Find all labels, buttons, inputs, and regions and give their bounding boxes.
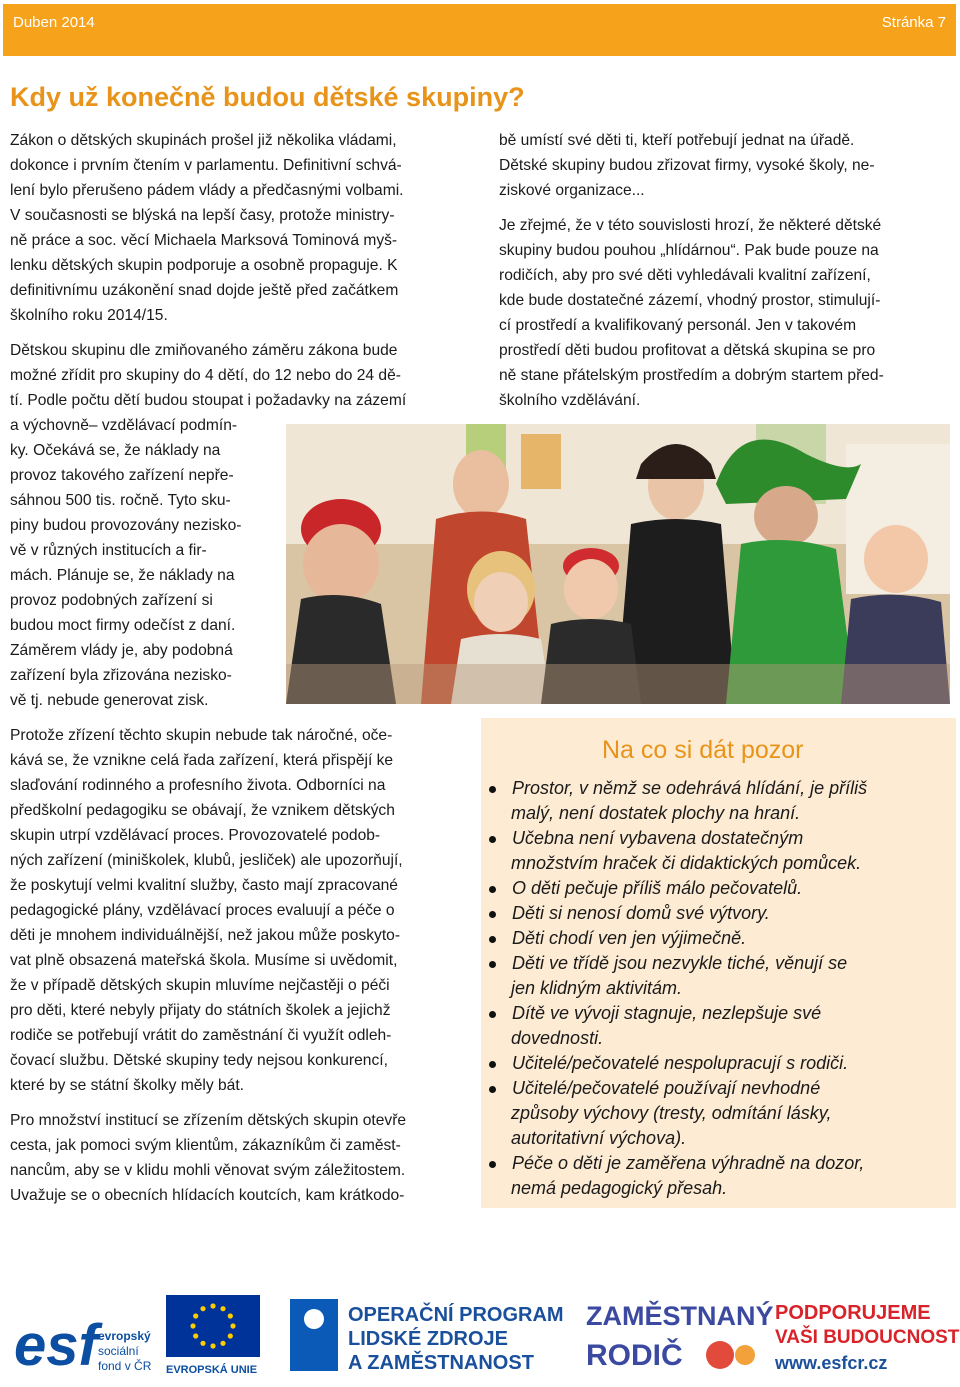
text-line: cí prostředí a kvalifikovaný personál. Jen v takovém — [499, 317, 857, 334]
bullet-icon — [489, 1161, 496, 1168]
tip-item — [481, 876, 956, 901]
text-line: slaďování rodinného a profesního života. Odborníci na — [10, 777, 386, 794]
eu-star-icon — [193, 1313, 198, 1318]
tip-item — [481, 1076, 956, 1151]
text-line: mách. Plánuje se, že náklady na — [10, 567, 235, 584]
tips-list — [481, 776, 956, 1201]
text-line: Protože zřízení těchto skupin nebude tak náročné, oče- — [10, 727, 393, 744]
tip-text: autoritativní výchova). — [511, 1128, 687, 1148]
text-line: V současnosti se blýská na lepší časy, protože ministry- — [10, 207, 395, 224]
text-line: ně stane přátelským prostředím a dobrým startem před- — [499, 367, 884, 384]
bullet-icon — [489, 936, 496, 943]
text-line: cesta, jak pomoci svým klientům, zákazníkům či zaměst- — [10, 1137, 401, 1154]
eu-star-icon — [200, 1341, 205, 1346]
text-line: bě umístí své děti ti, kteří potřebují jednat na úřadě. — [499, 132, 855, 149]
text-line: že v případě dětských skupin mluvíme nejčastěji o péči — [10, 977, 390, 994]
eu-star-icon — [230, 1323, 235, 1328]
text-line: vě v různých institucích a fir- — [10, 542, 207, 559]
tip-text: Učebna není vybavena dostatečným — [512, 828, 804, 848]
tip-item — [481, 1151, 956, 1201]
tip-text: dovednosti. — [511, 1028, 604, 1048]
text-line: rodiče se potřebují vrátit do zaměstnání či využít odleh- — [10, 1027, 392, 1044]
bullet-icon — [489, 836, 496, 843]
text-line: piny budou provozovány nezisko- — [10, 517, 242, 534]
paragraph-1 — [10, 128, 404, 328]
text-line: Je zřejmé, že v této souvislosti hrozí, že některé dětské — [499, 217, 882, 234]
text-line: ně práce a soc. věcí Michaela Marksová Tominová myš- — [10, 232, 398, 249]
text-line: kde bude dostatečné zázemí, vhodný prostor, stimulují- — [499, 292, 881, 309]
text-line: předškolní pedagogiku se obávají, že vznikem dětských — [10, 802, 395, 819]
esf-text-2: sociální — [98, 1344, 139, 1358]
zr-text-1: ZAMĚSTNANÝ — [586, 1301, 774, 1331]
text-line: ky. Očekává se, že náklady na — [10, 442, 221, 459]
paragraph-4 — [10, 1108, 406, 1208]
tip-text: Prostor, v němž se odehrává hlídání, je příliš — [512, 778, 868, 798]
pvb-text-1: PODPORUJEME — [775, 1302, 931, 1324]
photo-illustration — [286, 424, 950, 704]
tip-text: Děti chodí ven jen výjimečně. — [512, 928, 747, 948]
tip-text: Dítě ve vývoji stagnuje, nezlepšuje své — [512, 1003, 822, 1023]
tip-item — [481, 926, 956, 951]
tips-box — [481, 718, 956, 1208]
bullet-icon — [489, 1086, 496, 1093]
text-line: prostředí děti budou profitovat a dětská skupina se pro — [499, 342, 876, 359]
text-line: Dětskou skupinu dle zmiňovaného záměru zákona bude — [10, 342, 398, 359]
op-text-1: OPERAČNÍ PROGRAM — [348, 1304, 564, 1326]
tip-item — [481, 1051, 956, 1076]
esf-text-1: evropský — [98, 1329, 151, 1343]
tip-text: množstvím hraček či didaktických pomůcek. — [511, 853, 862, 873]
text-line: dokonce i prvním čtením v parlamentu. Definitivní schvá- — [10, 157, 402, 174]
bullet-icon — [489, 886, 496, 893]
svg-text:esf: esf — [14, 1313, 98, 1378]
tip-text: nemá pedagogický přesah. — [511, 1178, 728, 1198]
text-line: definitivnímu uzákonění snad dojde ještě před začátkem — [10, 282, 399, 299]
op-text-3: A ZAMĚSTNANOST — [348, 1352, 534, 1374]
eu-star-icon — [210, 1303, 215, 1308]
text-line: tí. Podle počtu dětí budou stoupat i požadavky na zázemí — [10, 392, 407, 409]
text-line: děti je mnohem individuálnější, než jakou může poskyto- — [10, 927, 401, 944]
bullet-icon — [489, 786, 496, 793]
tip-text: Děti ve třídě jsou nezvykle tiché, věnují se — [512, 953, 848, 973]
text-line: provoz takového zařízení nepře- — [10, 467, 234, 484]
bullet-icon — [489, 911, 496, 918]
eu-flag-logo — [166, 1295, 260, 1376]
text-line: skupiny budou pouhou „hlídárnou“. Pak bude pouze na — [499, 242, 879, 259]
op-lzz-logo — [290, 1299, 564, 1374]
zamestnany-rodic-logo — [586, 1300, 774, 1372]
text-line: školního roku 2014/15. — [10, 307, 168, 324]
tip-text: O děti pečuje příliš málo pečovatelů. — [512, 878, 803, 898]
text-line: pedagogické plány, vzdělávací proces evaluují a péče o — [10, 902, 395, 919]
eu-text: EVROPSKÁ UNIE — [166, 1364, 258, 1376]
bullet-icon — [489, 961, 496, 968]
text-line: budou moct firmy odečíst z daní. — [10, 617, 236, 634]
text-line: Dětské skupiny budou zřizovat firmy, vysoké školy, ne- — [499, 157, 875, 174]
text-line: skupin utrpí vzdělávací proces. Provozovatelé podob- — [10, 827, 381, 844]
tip-text: Děti si nenosí domů své výtvory. — [512, 903, 770, 923]
text-line: školního vzdělávání. — [499, 392, 641, 409]
eu-star-icon — [220, 1341, 225, 1346]
text-line: vat plně obsazená mateřská škola. Musíme si uvědomit, — [10, 952, 398, 969]
podporujeme-logo — [774, 1302, 960, 1373]
tips-title: Na co si dát pozor — [602, 736, 804, 764]
eu-star-icon — [193, 1333, 198, 1338]
tip-text: Učitelé/pečovatelé používají nevhodné — [512, 1078, 821, 1098]
eu-star-icon — [190, 1323, 195, 1328]
text-line: vě tj. nebude generovat zisk. — [10, 692, 209, 709]
tip-text: Učitelé/pečovatelé nespolupracují s rodiči. — [512, 1053, 849, 1073]
eu-star-icon — [200, 1306, 205, 1311]
text-line: pro děti, které nebyly přijaty do státních školek a jejichž — [10, 1002, 391, 1019]
pvb-text-3: www.esfcr.cz — [775, 1353, 888, 1373]
page-number: Stránka 7 — [881, 14, 946, 31]
text-line: které by se státní školky měly bát. — [10, 1077, 244, 1094]
text-line: rodičích, aby pro své děti vyhledávali kvalitní zařízení, — [499, 267, 871, 284]
esf-text-3: fond v ČR — [98, 1359, 152, 1373]
tip-text: způsoby výchovy (tresty, odmítání lásky, — [511, 1103, 832, 1123]
text-line: Uvažuje se o obecních hlídacích koutcích, kam krátkodo- — [10, 1187, 405, 1204]
text-line: Pro množství institucí se zřízením dětských skupin otevře — [10, 1112, 407, 1129]
eu-star-icon — [220, 1306, 225, 1311]
text-line: ziskové organizace... — [499, 182, 645, 199]
esf-logo — [10, 1299, 160, 1378]
tip-text: jen klidným aktivitám. — [511, 978, 683, 998]
tip-text: malý, není dostatek plochy na hraní. — [511, 803, 801, 823]
eu-star-icon — [210, 1343, 215, 1348]
text-line: nancům, aby se v klidu mohli věnovat svým záležitostem. — [10, 1162, 406, 1179]
text-line: zařízení byla zřizována nezisko- — [10, 667, 232, 684]
pvb-text-2: VAŠI BUDOUCNOST — [775, 1327, 960, 1348]
text-line: provoz podobných zařízení si — [10, 592, 213, 609]
bullet-icon — [489, 1011, 496, 1018]
tip-item — [481, 826, 956, 876]
text-line: Záměrem vlády je, aby podobná — [10, 642, 233, 659]
footer-logos — [0, 1285, 960, 1387]
page-header — [3, 4, 956, 56]
paragraph-6 — [499, 213, 884, 413]
text-line: sáhnou 500 tis. ročně. Tyto sku- — [10, 492, 231, 509]
tip-text: Péče o děti je zaměřena výhradně na dozor, — [512, 1153, 865, 1173]
text-line: kává se, že vznikne celá řada zařízení, která přispějí ke — [10, 752, 394, 769]
logo-strip — [0, 1285, 960, 1387]
text-line: že poskytují velmi kvalitní služby, často mají zpracované — [10, 877, 398, 894]
children-costume-photo — [286, 424, 950, 704]
tip-item — [481, 901, 956, 926]
tip-item — [481, 951, 956, 1001]
article-title: Kdy už konečně budou dětské skupiny? — [10, 82, 525, 112]
paragraph-3 — [10, 723, 403, 1098]
text-line: lenku dětských skupin podporuje a osobně propaguje. K — [10, 257, 398, 274]
bullet-icon — [489, 1061, 496, 1068]
op-text-2: LIDSKÉ ZDROJE — [348, 1328, 509, 1350]
paragraph-5 — [499, 128, 875, 203]
text-line: Zákon o dětských skupinách prošel již několika vládami, — [10, 132, 397, 149]
zr-text-2: RODIČ — [586, 1339, 683, 1372]
tip-item — [481, 776, 956, 826]
text-line: a výchovně– vzdělávací podmín- — [10, 417, 238, 434]
text-line: čovací službu. Dětské skupiny tedy nejsou konkurencí, — [10, 1052, 388, 1069]
eu-star-icon — [228, 1333, 233, 1338]
text-line: ných zařízení (miniškolek, klubů, jesliček) ale upozorňují, — [10, 852, 403, 869]
text-line: lení bylo přerušeno pádem vlády a předčasnými volbami. — [10, 182, 404, 199]
eu-star-icon — [228, 1313, 233, 1318]
text-line: možné zřídit pro skupiny do 4 dětí, do 12 nebo do 24 dě- — [10, 367, 401, 384]
tip-item — [481, 1001, 956, 1051]
issue-date: Duben 2014 — [13, 14, 95, 31]
